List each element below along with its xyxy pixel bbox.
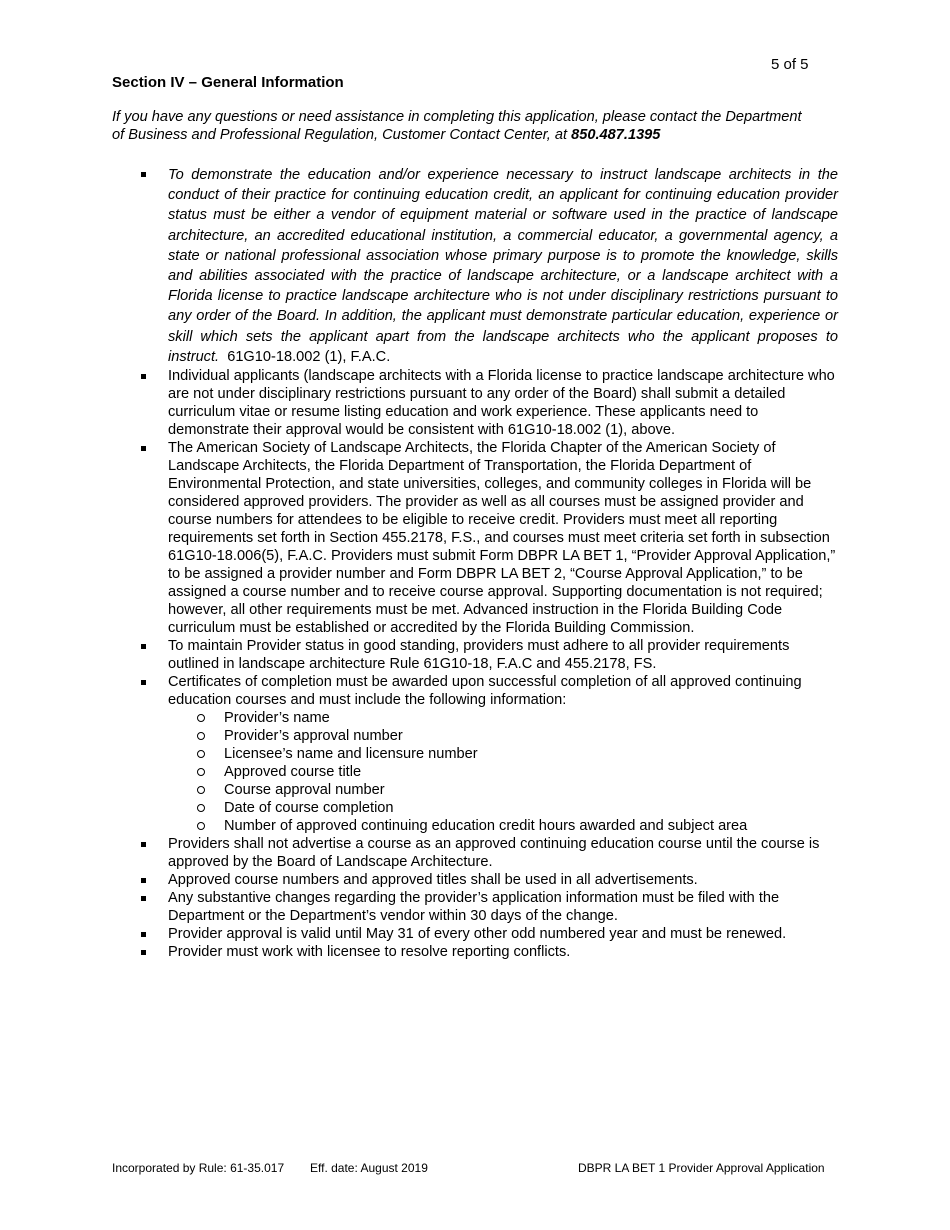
- bullet-text: Any substantive changes regarding the provider’s application information must be filed with the Department or the Department’s vendor within 30 days of the change.: [168, 890, 780, 925]
- square-bullet-icon: [141, 932, 146, 937]
- bullet-text: Provider approval is valid until May 31 of every other odd numbered year and must be renewed.: [168, 926, 787, 943]
- list-item: [0, 835, 838, 871]
- sub-list-item: [168, 745, 838, 763]
- contact-phone: 850.487.1395: [571, 127, 661, 143]
- square-bullet-icon: [141, 950, 146, 955]
- circle-bullet-icon: [197, 714, 205, 722]
- requirements-list: [0, 165, 950, 961]
- bullet-text: Approved course numbers and approved titles shall be used in all advertisements.: [168, 872, 698, 889]
- sub-item-text: Course approval number: [224, 782, 385, 799]
- circle-bullet-icon: [197, 768, 205, 776]
- circle-bullet-icon: [197, 786, 205, 794]
- list-item: [0, 673, 838, 835]
- list-item: [0, 871, 838, 889]
- list-item: [0, 943, 838, 961]
- square-bullet-icon: [141, 842, 146, 847]
- square-bullet-icon: [141, 644, 146, 649]
- list-item: [0, 367, 838, 439]
- bullet-text: Providers shall not advertise a course as an approved continuing education course until the course is approved by the Board of Landscape Architecture.: [168, 836, 820, 871]
- footer-rule: Incorporated by Rule: 61-35.017: [112, 1161, 285, 1175]
- list-item: [0, 439, 838, 637]
- bullet-text: Individual applicants (landscape architects with a Florida license to practice landscape architecture who are not under disciplinary restrictions pursuant to any order of the Board) shall submit a detailed curriculum vitae or resume listing education and work experience. These applicants need to demonstrate their approval would be consistent with 61G10-18.002 (1), above.: [168, 368, 835, 439]
- square-bullet-icon: [141, 172, 146, 177]
- sub-list-item: [168, 799, 838, 817]
- circle-bullet-icon: [197, 822, 205, 830]
- sub-item-text: Provider’s name: [224, 710, 330, 727]
- circle-bullet-icon: [197, 750, 205, 758]
- list-item: [0, 889, 838, 925]
- rule-reference: 61G10-18.002 (1), F.A.C.: [227, 348, 391, 365]
- list-item: [0, 925, 838, 943]
- sub-list-item: [168, 763, 838, 781]
- sub-list-item: [168, 727, 838, 745]
- bullet-text: The American Society of Landscape Architects, the Florida Chapter of the American Society of Landscape Architects, the Florida Department of Transportation, the Florida Department of Environmental Protection, and state universities, colleges, and community colleges in Florida will be considered approved providers. The provider as well as all courses must be assigned provider and course numbers for attendees to be eligible to receive credit. Providers must meet all reporting requirements set forth in Section 455.2178, F.S., and courses must meet criteria set forth in subsection 61G10-18.006(5), F.A.C. Providers must submit Form DBPR LA BET 1, “Provider Approval Application,” to be assigned a provider number and Form DBPR LA BET 2, “Course Approval Application,” to be assigned a course number and to receive course approval. Supporting documentation is not required; however, all other requirements must be met. Advanced instruction in the Florida Building Code curriculum must be established or accredited by the Florida Building Commission.: [168, 440, 836, 637]
- footer-eff-date: Eff. date: August 2019: [310, 1161, 428, 1175]
- circle-bullet-icon: [197, 804, 205, 812]
- page-number: 5 of 5: [771, 56, 809, 73]
- certificate-info-list: [168, 709, 838, 835]
- square-bullet-icon: [141, 374, 146, 379]
- square-bullet-icon: [141, 446, 146, 451]
- bullet-text: To maintain Provider status in good standing, providers must adhere to all provider requirements outlined in landscape architecture Rule 61G10-18, F.A.C and 455.2178, FS.: [168, 638, 790, 673]
- section-title: Section IV – General Information: [112, 74, 344, 91]
- bullet-text: [168, 165, 838, 367]
- sub-item-text: Licensee’s name and licensure number: [224, 746, 478, 763]
- sub-list-item: [168, 817, 838, 835]
- sub-item-text: Approved course title: [224, 764, 362, 781]
- sub-item-text: Number of approved continuing education credit hours awarded and subject area: [224, 818, 748, 835]
- sub-list-item: [168, 781, 838, 799]
- footer-form-name: DBPR LA BET 1 Provider Approval Application: [578, 1161, 825, 1175]
- square-bullet-icon: [141, 680, 146, 685]
- sub-list-item: [168, 709, 838, 727]
- intro-text: If you have any questions or need assistance in completing this application, please contact the Department of Business and Professional Regulation, Customer Contact Center, at: [112, 109, 802, 143]
- bullet-text-italic: To demonstrate the education and/or experience necessary to instruct landscape architects in the conduct of their practice for continuing education credit, an applicant for continuing education provider status must be either a vendor of equipment material or software used in the practice of landscape architecture, an accredited educational institution, a commercial educator, a governmental agency, a state or national professional association whose primary purpose is to promote the knowledge, skills and abilities associated with the practice of landscape architecture, or a landscape architect with a Florida license to practice landscape architecture who is not under disciplinary restrictions pursuant to any order of the Board. In addition, the applicant must demonstrate particular education, experience or skill which sets the applicant apart from the landscape architects who the applicant proposes to instruct.: [168, 167, 838, 365]
- list-item: [0, 165, 838, 367]
- sub-item-text: Date of course completion: [224, 800, 394, 817]
- square-bullet-icon: [141, 896, 146, 901]
- sub-item-text: Provider’s approval number: [224, 728, 403, 745]
- list-item: [0, 637, 838, 673]
- circle-bullet-icon: [197, 732, 205, 740]
- bullet-text: Provider must work with licensee to resolve reporting conflicts.: [168, 944, 571, 961]
- intro-paragraph: [112, 108, 812, 144]
- bullet-text: Certificates of completion must be awarded upon successful completion of all approved continuing education courses and must include the following information:: [168, 674, 802, 709]
- square-bullet-icon: [141, 878, 146, 883]
